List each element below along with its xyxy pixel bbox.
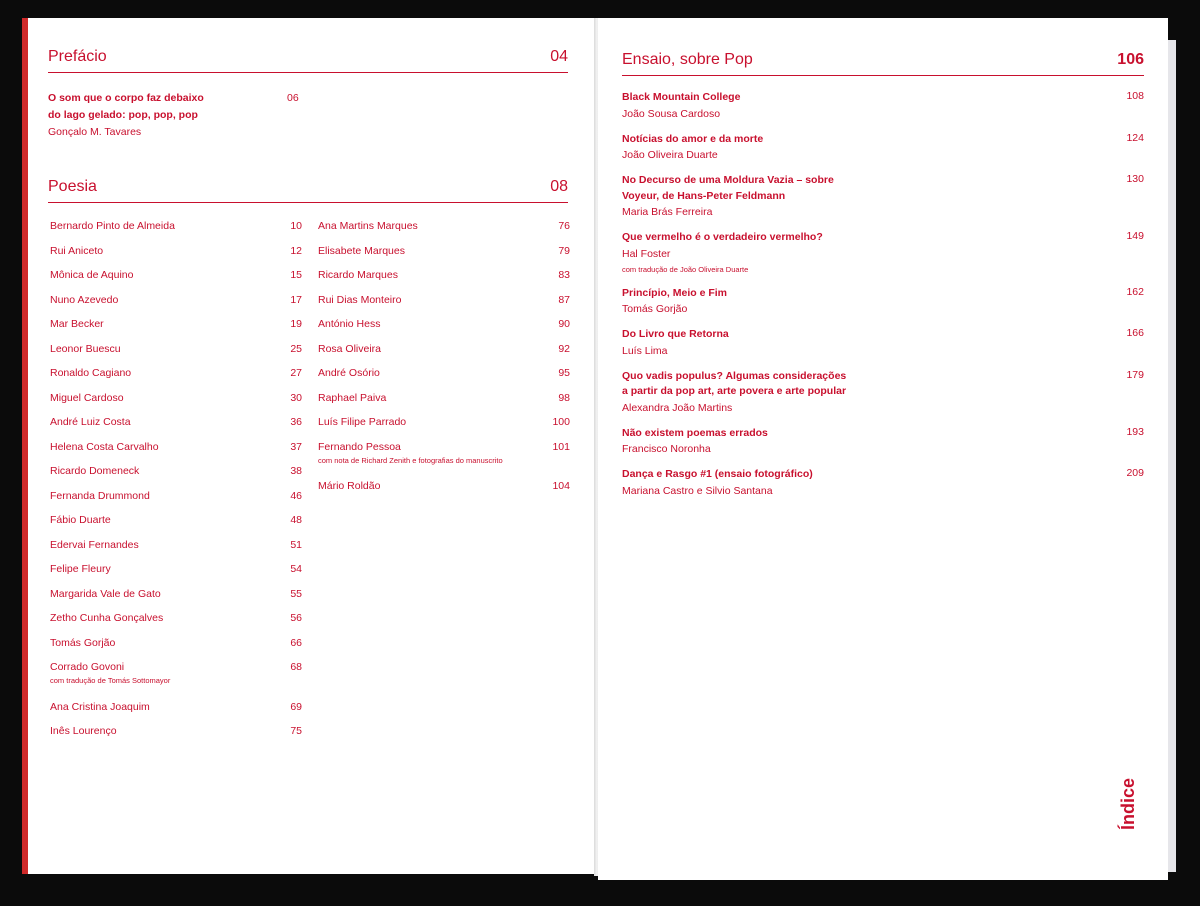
prefacio-header	[48, 48, 568, 73]
poet-page: 55	[290, 587, 302, 600]
essay-title-line[interactable]: Quo vadis populus? Algumas considerações	[622, 369, 847, 382]
poet-entry[interactable]	[50, 416, 302, 428]
prefacio-entry-title-2[interactable]: do lago gelado: pop, pop, pop	[48, 109, 198, 121]
poet-page: 87	[558, 293, 570, 306]
poet-entry[interactable]	[318, 245, 570, 257]
poet-name: Nuno Azevedo	[50, 293, 119, 306]
poet-entry[interactable]	[50, 367, 302, 379]
poet-name: Mar Becker	[50, 318, 104, 330]
poet-entry[interactable]	[318, 441, 570, 453]
poet-page: 46	[290, 489, 302, 502]
poet-entry[interactable]	[50, 343, 302, 355]
poet-page: 76	[558, 220, 570, 232]
poet-entry[interactable]	[318, 294, 570, 306]
poet-name: André Osório	[318, 367, 380, 379]
poet-name: Edervai Fernandes	[50, 538, 139, 551]
poet-entry[interactable]	[318, 392, 570, 404]
poet-name: Ricardo Domeneck	[50, 465, 140, 477]
essay-page: 209	[1126, 467, 1144, 479]
essay-page: 149	[1126, 230, 1144, 242]
poet-entry[interactable]	[318, 220, 570, 232]
prefacio-page: 04	[550, 48, 568, 65]
essay-page: 166	[1126, 327, 1144, 339]
essay-note: com tradução de João Oliveira Duarte	[622, 264, 749, 274]
poet-name: Luís Filipe Parrado	[318, 416, 407, 428]
poet-entry[interactable]	[50, 612, 302, 624]
poet-note: com tradução de Tomás Sottomayor	[50, 676, 171, 685]
poet-entry[interactable]	[50, 563, 302, 575]
poet-page: 51	[290, 538, 302, 551]
poet-page: 30	[290, 391, 302, 404]
essay-author: Mariana Castro e Silvio Santana	[622, 484, 773, 497]
poet-page: 48	[290, 514, 302, 526]
poet-name: Zetho Cunha Gonçalves	[50, 612, 164, 624]
essay-title-line[interactable]: Black Mountain College	[622, 91, 741, 103]
poesia-title: Poesia	[48, 178, 97, 195]
essay-title-line[interactable]: Do Livro que Retorna	[622, 328, 729, 340]
poet-name: Rui Aniceto	[50, 244, 104, 257]
poet-page: 19	[290, 318, 302, 330]
poet-entry[interactable]	[50, 588, 302, 600]
poet-page: 56	[290, 612, 302, 624]
poet-entry[interactable]	[50, 637, 302, 649]
prefacio-entry-page: 06	[287, 92, 299, 104]
poet-page: 104	[552, 480, 570, 492]
essay-author: João Oliveira Duarte	[622, 149, 718, 161]
poet-page: 79	[558, 244, 570, 257]
essay-title-line[interactable]: Não existem poemas errados	[622, 426, 768, 439]
poet-entry[interactable]	[50, 269, 302, 281]
poet-page: 69	[290, 700, 302, 713]
essay-page: 130	[1126, 173, 1144, 185]
poet-page: 38	[290, 465, 302, 477]
poet-entry[interactable]	[50, 318, 302, 330]
poet-entry[interactable]	[50, 539, 302, 551]
poet-entry[interactable]	[318, 269, 570, 281]
poet-page: 66	[290, 636, 302, 649]
poet-page: 37	[290, 440, 302, 453]
poet-name: Inês Lourenço	[50, 725, 117, 737]
essay-title-line[interactable]: Voyeur, de Hans-Peter Feldmann	[622, 189, 786, 202]
poet-entry[interactable]	[50, 490, 302, 502]
essay-author: Hal Foster	[622, 247, 671, 260]
poet-entry[interactable]	[50, 661, 302, 673]
poet-name: Tomás Gorjão	[50, 636, 116, 649]
prefacio-title: Prefácio	[48, 48, 107, 65]
poet-name: Fernando Pessoa	[318, 440, 401, 453]
poet-name: Leonor Buescu	[50, 342, 121, 355]
poet-name: Corrado Govoni	[50, 661, 125, 673]
essay-page: 124	[1126, 131, 1144, 144]
ensaio-title: Ensaio, sobre Pop	[622, 51, 753, 68]
poet-entry[interactable]	[318, 343, 570, 355]
poet-entry[interactable]	[318, 480, 570, 492]
essay-page: 179	[1126, 368, 1144, 381]
poet-page: 15	[290, 269, 302, 281]
poet-note: com nota de Richard Zenith e fotografias do manuscrito	[318, 455, 503, 465]
poet-entry[interactable]	[50, 465, 302, 477]
prefacio-entry-author: Gonçalo M. Tavares	[48, 126, 142, 138]
essay-title-line[interactable]: a partir da pop art, arte povera e arte popular	[622, 385, 847, 397]
essay-author: Francisco Noronha	[622, 443, 711, 455]
poet-name: André Luiz Costa	[50, 416, 131, 428]
poet-entry[interactable]	[50, 392, 302, 404]
poet-entry[interactable]	[50, 701, 302, 713]
poet-page: 27	[290, 367, 302, 379]
poet-name: Rosa Oliveira	[318, 342, 382, 355]
essay-title-line[interactable]: Notícias do amor e da morte	[622, 132, 764, 145]
poet-name: Fernanda Drummond	[50, 489, 150, 502]
ensaio-page: 106	[1117, 51, 1144, 68]
poet-entry[interactable]	[50, 514, 302, 526]
poet-page: 17	[290, 293, 302, 306]
poet-name: Mônica de Aquino	[50, 269, 134, 281]
poet-entry[interactable]	[318, 367, 570, 379]
poet-page: 98	[558, 391, 570, 404]
poet-name: Margarida Vale de Gato	[50, 587, 161, 600]
poet-name: Felipe Fleury	[50, 563, 111, 575]
poet-name: Mário Roldão	[318, 480, 381, 492]
poet-page: 68	[290, 661, 302, 673]
poet-page: 90	[558, 318, 570, 330]
poet-name: Helena Costa Carvalho	[50, 440, 159, 453]
essay-title-line[interactable]: No Decurso de uma Moldura Vazia – sobre	[622, 174, 834, 186]
poet-page: 100	[552, 416, 570, 428]
poet-page: 25	[290, 342, 302, 355]
poet-entry[interactable]	[50, 294, 302, 306]
poet-name: Ana Martins Marques	[318, 220, 418, 232]
index-label: Índice	[1118, 778, 1138, 831]
poet-page: 75	[290, 725, 302, 737]
poet-page: 54	[290, 563, 302, 575]
poet-page: 101	[552, 440, 570, 453]
prefacio-entry-title-1[interactable]: O som que o corpo faz debaixo	[48, 92, 204, 104]
poet-name: Miguel Cardoso	[50, 391, 124, 404]
poet-page: 36	[290, 416, 302, 428]
essay-title-line[interactable]: Dança e Rasgo #1 (ensaio fotográfico)	[622, 468, 813, 480]
ensaio-header	[622, 51, 1144, 76]
poet-name: Fábio Duarte	[50, 514, 111, 526]
poet-name: Ana Cristina Joaquim	[50, 700, 150, 713]
poet-page: 92	[558, 342, 570, 355]
essay-author: Tomás Gorjão	[622, 303, 688, 315]
poet-entry[interactable]	[50, 725, 302, 737]
poesia-page: 08	[550, 178, 568, 195]
poet-name: António Hess	[318, 318, 381, 330]
essay-author: Maria Brás Ferreira	[622, 206, 713, 218]
essay-title-line[interactable]: Que vermelho é o verdadeiro vermelho?	[622, 231, 823, 243]
poet-entry[interactable]	[50, 220, 302, 232]
poet-page: 83	[558, 269, 570, 281]
essay-author: Luís Lima	[622, 344, 668, 357]
poesia-header	[48, 178, 568, 203]
poet-name: Rui Dias Monteiro	[318, 293, 402, 306]
poet-name: Elisabete Marques	[318, 244, 405, 257]
poet-page: 12	[290, 244, 302, 257]
poet-entry[interactable]	[50, 245, 302, 257]
essay-page: 193	[1126, 425, 1144, 438]
poet-entry[interactable]	[318, 318, 570, 330]
poet-name: Bernardo Pinto de Almeida	[50, 220, 175, 232]
essay-page: 108	[1126, 90, 1144, 102]
poet-name: Raphael Paiva	[318, 391, 387, 404]
poet-page: 10	[290, 220, 302, 232]
essay-page: 162	[1126, 285, 1144, 298]
poet-page: 95	[558, 367, 570, 379]
poet-name: Ronaldo Cagiano	[50, 367, 132, 379]
essay-title-line[interactable]: Princípio, Meio e Fim	[622, 286, 728, 299]
poet-entry[interactable]	[50, 441, 302, 453]
poet-name: Ricardo Marques	[318, 269, 398, 281]
essay-author: Alexandra João Martins	[622, 401, 733, 414]
poet-entry[interactable]	[318, 416, 570, 428]
essay-author: João Sousa Cardoso	[622, 107, 721, 120]
